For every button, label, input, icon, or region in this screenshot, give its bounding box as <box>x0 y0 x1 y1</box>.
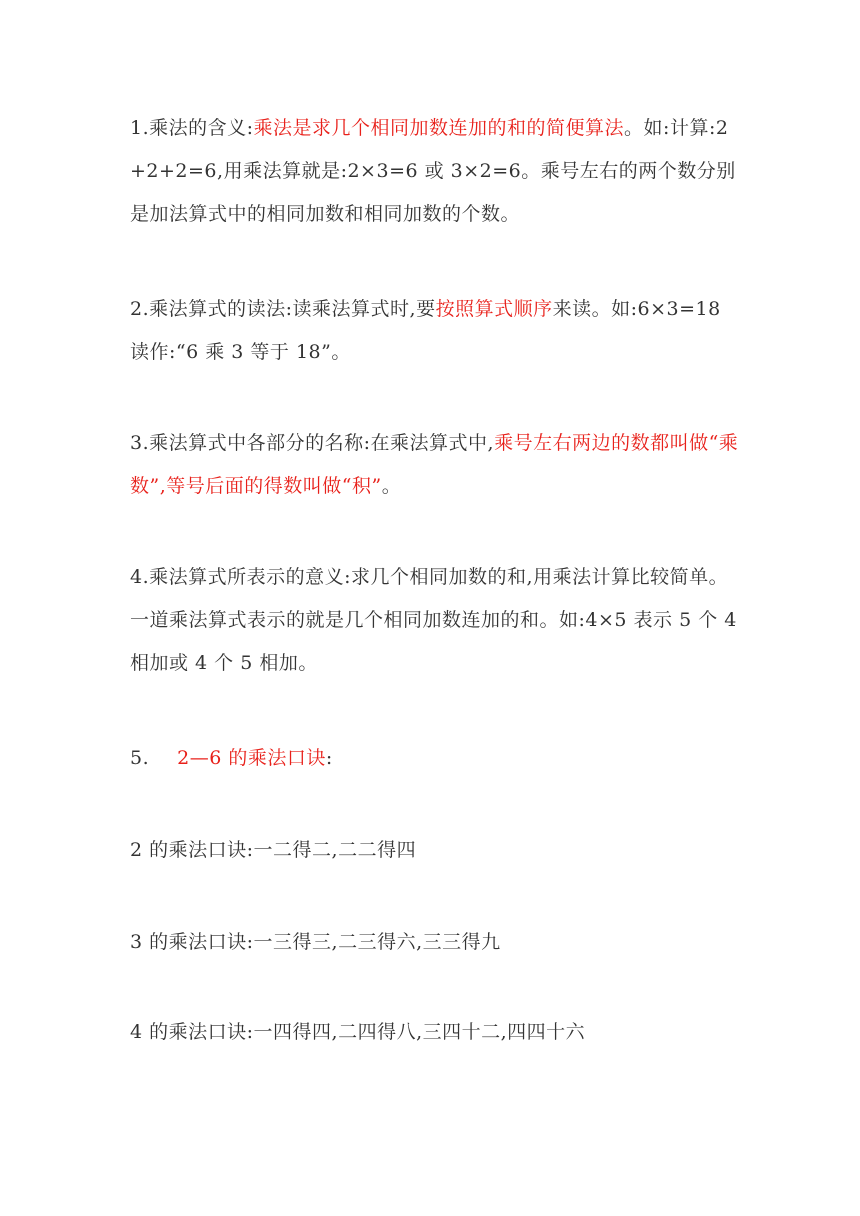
paragraph-reading-method <box>130 288 740 374</box>
rhyme-line-2: 2 的乘法口诀:一二得二,二二得四 <box>130 839 417 861</box>
highlight-segment: 按照算式顺序 <box>435 298 553 320</box>
heading-number: 5. <box>130 747 150 769</box>
highlight-segment: 乘号左右两边的数都叫做“乘数”,等号后面的得数叫做“积” <box>130 432 739 497</box>
heading-colon: : <box>325 747 333 769</box>
paragraph-expression-meaning <box>130 556 740 685</box>
text-segment: 1.乘法的含义: <box>130 117 254 139</box>
paragraph-multiplication-meaning <box>130 107 740 236</box>
rhyme-line-4: 4 的乘法口诀:一四得四,二四得八,三四十二,四四十六 <box>130 1021 586 1043</box>
text-segment: 2.乘法算式的读法:读乘法算式时,要 <box>130 298 436 320</box>
text-segment: 。 <box>381 475 402 497</box>
text-segment: 。如:计算:2+2+2=6,用乘法算就是:2×3=6 或 3×2=6。乘号左右的两个数分别是加法算式中的相同加数和相同加数的个数。 <box>130 117 736 225</box>
text-segment: 3.乘法算式中各部分的名称:在乘法算式中, <box>130 432 495 454</box>
rhyme-line-3: 3 的乘法口诀:一三得三,二三得六,三三得九 <box>130 931 501 953</box>
text-segment: 4.乘法算式所表示的意义:求几个相同加数的和,用乘法计算比较简单。一道乘法算式表示的就是几个相同加数连加的和。如:4×5 表示 5 个 4 相加或 4 个 5 相加。 <box>130 566 737 674</box>
heading-multiplication-tables <box>130 737 740 780</box>
paragraph-part-names <box>130 422 740 508</box>
heading-title: 2—6 的乘法口诀 <box>177 747 326 769</box>
text-segment: 来读。如:6×3=18 读作:“6 乘 3 等于 18”。 <box>130 298 721 363</box>
highlight-segment: 乘法是求几个相同加数连加的和的简便算法 <box>253 117 625 139</box>
